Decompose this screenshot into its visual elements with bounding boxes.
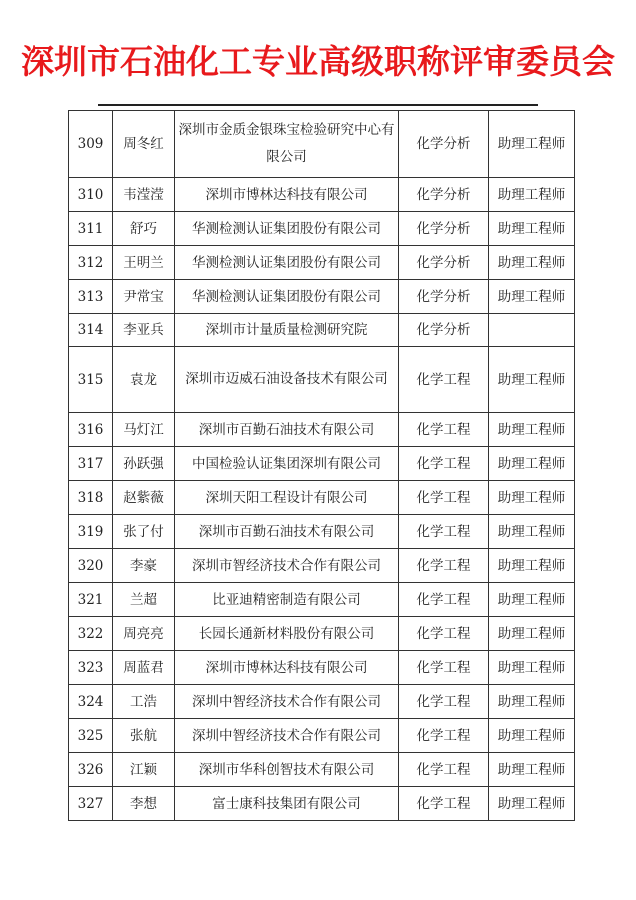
specialty: 化学分析 bbox=[399, 178, 489, 212]
job-title: 助理工程师 bbox=[489, 481, 575, 515]
table-row bbox=[69, 583, 575, 617]
table-row bbox=[69, 413, 575, 447]
organization: 深圳中智经济技术合作有限公司 bbox=[175, 719, 399, 753]
person-name: 张了付 bbox=[113, 515, 175, 549]
row-number: 311 bbox=[69, 212, 113, 246]
page-title: 深圳市石油化工专业高级职称评审委员会 bbox=[21, 42, 615, 81]
specialty: 化学工程 bbox=[399, 583, 489, 617]
organization: 深圳市金质金银珠宝检验研究中心有限公司 bbox=[175, 111, 399, 178]
row-number: 316 bbox=[69, 413, 113, 447]
job-title: 助理工程师 bbox=[489, 413, 575, 447]
person-name: 韦滢滢 bbox=[113, 178, 175, 212]
row-number: 322 bbox=[69, 617, 113, 651]
row-number: 314 bbox=[69, 314, 113, 347]
job-title: 助理工程师 bbox=[489, 685, 575, 719]
row-number: 318 bbox=[69, 481, 113, 515]
person-name: 尹常宝 bbox=[113, 280, 175, 314]
row-number: 319 bbox=[69, 515, 113, 549]
specialty: 化学工程 bbox=[399, 787, 489, 821]
table-row bbox=[69, 753, 575, 787]
row-number: 327 bbox=[69, 787, 113, 821]
specialty: 化学分析 bbox=[399, 212, 489, 246]
specialty: 化学工程 bbox=[399, 515, 489, 549]
specialty: 化学工程 bbox=[399, 651, 489, 685]
person-name: 张航 bbox=[113, 719, 175, 753]
person-name: 王明兰 bbox=[113, 246, 175, 280]
specialty: 化学工程 bbox=[399, 719, 489, 753]
organization: 深圳市博林达科技有限公司 bbox=[175, 178, 399, 212]
job-title: 助理工程师 bbox=[489, 719, 575, 753]
table-row bbox=[69, 515, 575, 549]
person-name: 袁龙 bbox=[113, 347, 175, 413]
specialty: 化学工程 bbox=[399, 481, 489, 515]
row-number: 324 bbox=[69, 685, 113, 719]
table-row bbox=[69, 617, 575, 651]
organization: 华测检测认证集团股份有限公司 bbox=[175, 212, 399, 246]
person-name: 赵紫薇 bbox=[113, 481, 175, 515]
row-number: 310 bbox=[69, 178, 113, 212]
job-title: 助理工程师 bbox=[489, 178, 575, 212]
specialty: 化学分析 bbox=[399, 111, 489, 178]
job-title: 助理工程师 bbox=[489, 549, 575, 583]
row-number: 309 bbox=[69, 111, 113, 178]
specialty: 化学工程 bbox=[399, 617, 489, 651]
page-header bbox=[0, 40, 636, 84]
table-row bbox=[69, 212, 575, 246]
row-number: 323 bbox=[69, 651, 113, 685]
table-row bbox=[69, 347, 575, 413]
specialty: 化学工程 bbox=[399, 549, 489, 583]
person-name: 周亮亮 bbox=[113, 617, 175, 651]
job-title: 助理工程师 bbox=[489, 753, 575, 787]
person-name: 江颖 bbox=[113, 753, 175, 787]
row-number: 326 bbox=[69, 753, 113, 787]
person-name: 周蓝君 bbox=[113, 651, 175, 685]
person-name: 李豪 bbox=[113, 549, 175, 583]
organization: 深圳市百勤石油技术有限公司 bbox=[175, 515, 399, 549]
organization: 长园长通新材料股份有限公司 bbox=[175, 617, 399, 651]
table-row bbox=[69, 280, 575, 314]
row-number: 321 bbox=[69, 583, 113, 617]
title-divider bbox=[98, 104, 538, 106]
job-title: 助理工程师 bbox=[489, 583, 575, 617]
person-name: 周冬红 bbox=[113, 111, 175, 178]
job-title bbox=[489, 314, 575, 347]
organization: 深圳中智经济技术合作有限公司 bbox=[175, 685, 399, 719]
table-row bbox=[69, 719, 575, 753]
row-number: 325 bbox=[69, 719, 113, 753]
organization: 华测检测认证集团股份有限公司 bbox=[175, 280, 399, 314]
organization: 深圳市智经济技术合作有限公司 bbox=[175, 549, 399, 583]
organization: 深圳市百勤石油技术有限公司 bbox=[175, 413, 399, 447]
organization: 深圳天阳工程设计有限公司 bbox=[175, 481, 399, 515]
organization: 富士康科技集团有限公司 bbox=[175, 787, 399, 821]
organization: 深圳市计量质量检测研究院 bbox=[175, 314, 399, 347]
organization: 华测检测认证集团股份有限公司 bbox=[175, 246, 399, 280]
job-title: 助理工程师 bbox=[489, 617, 575, 651]
specialty: 化学分析 bbox=[399, 246, 489, 280]
person-name: 马灯江 bbox=[113, 413, 175, 447]
person-name: 舒巧 bbox=[113, 212, 175, 246]
job-title: 助理工程师 bbox=[489, 347, 575, 413]
organization: 深圳市博林达科技有限公司 bbox=[175, 651, 399, 685]
job-title: 助理工程师 bbox=[489, 111, 575, 178]
person-name: 工浩 bbox=[113, 685, 175, 719]
table-row bbox=[69, 111, 575, 178]
specialty: 化学工程 bbox=[399, 447, 489, 481]
specialty: 化学分析 bbox=[399, 314, 489, 347]
organization: 比亚迪精密制造有限公司 bbox=[175, 583, 399, 617]
job-title: 助理工程师 bbox=[489, 515, 575, 549]
row-number: 320 bbox=[69, 549, 113, 583]
row-number: 313 bbox=[69, 280, 113, 314]
table-row bbox=[69, 549, 575, 583]
roster-table bbox=[68, 110, 575, 821]
person-name: 孙跃强 bbox=[113, 447, 175, 481]
table-row bbox=[69, 447, 575, 481]
table-row bbox=[69, 178, 575, 212]
specialty: 化学工程 bbox=[399, 413, 489, 447]
specialty: 化学工程 bbox=[399, 347, 489, 413]
specialty: 化学工程 bbox=[399, 753, 489, 787]
table-row bbox=[69, 651, 575, 685]
table-row bbox=[69, 481, 575, 515]
job-title: 助理工程师 bbox=[489, 447, 575, 481]
specialty: 化学工程 bbox=[399, 685, 489, 719]
table-row bbox=[69, 787, 575, 821]
row-number: 315 bbox=[69, 347, 113, 413]
job-title: 助理工程师 bbox=[489, 651, 575, 685]
person-name: 李亚兵 bbox=[113, 314, 175, 347]
person-name: 李想 bbox=[113, 787, 175, 821]
table-row bbox=[69, 246, 575, 280]
job-title: 助理工程师 bbox=[489, 280, 575, 314]
job-title: 助理工程师 bbox=[489, 246, 575, 280]
table-row bbox=[69, 314, 575, 347]
job-title: 助理工程师 bbox=[489, 787, 575, 821]
person-name: 兰超 bbox=[113, 583, 175, 617]
organization: 中国检验认证集团深圳有限公司 bbox=[175, 447, 399, 481]
job-title: 助理工程师 bbox=[489, 212, 575, 246]
row-number: 317 bbox=[69, 447, 113, 481]
organization: 深圳市迈威石油设备技术有限公司 bbox=[175, 347, 399, 413]
table-row bbox=[69, 685, 575, 719]
row-number: 312 bbox=[69, 246, 113, 280]
organization: 深圳市华科创智技术有限公司 bbox=[175, 753, 399, 787]
specialty: 化学分析 bbox=[399, 280, 489, 314]
